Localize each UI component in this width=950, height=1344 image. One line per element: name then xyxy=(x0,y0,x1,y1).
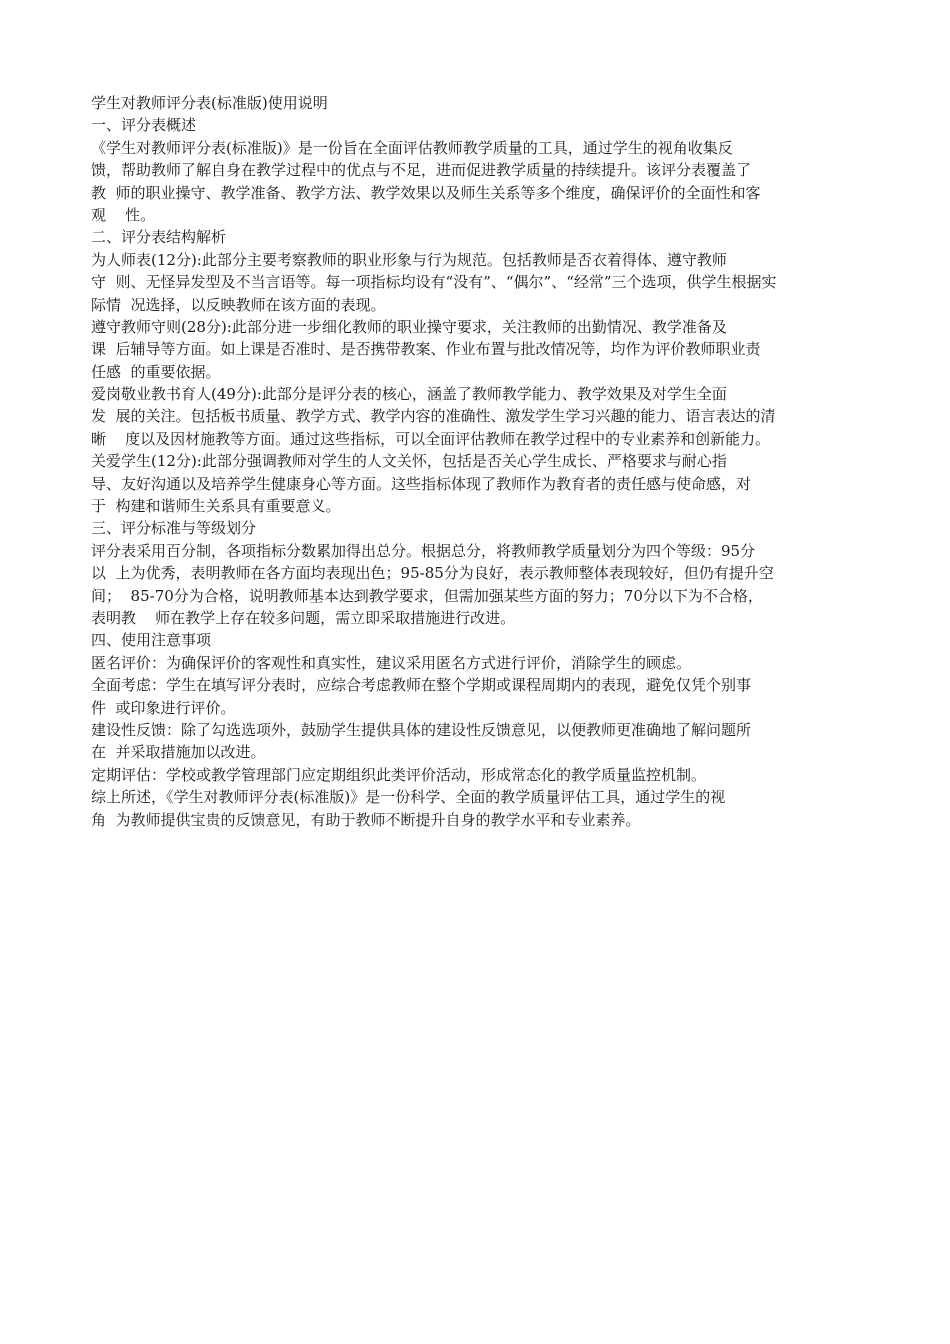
paragraph-line: 守 则、无怪异发型及不当言语等。每一项指标均设有“没有”、“偶尔”、“经常”三个选项，供学生根据实 xyxy=(91,273,777,292)
section xyxy=(91,114,861,226)
document-body xyxy=(91,92,861,831)
paragraph-line: 定期评估：学校或教学管理部门应定期组织此类评价活动，形成常态化的教学质量监控机制。 xyxy=(91,765,707,784)
paragraph-line: 际情 况选择，以反映教师在该方面的表现。 xyxy=(91,295,386,314)
paragraph-line: 关爱学生(12分):此部分强调教师对学生的人文关怀，包括是否关心学生成长、严格要求与耐心指 xyxy=(91,452,727,471)
paragraph xyxy=(91,652,861,674)
paragraph-line: 为人师表(12分):此部分主要考察教师的职业形象与行为规范。包括教师是否衣着得体、遵守教师 xyxy=(91,250,727,269)
paragraph-line: 件 或印象进行评价。 xyxy=(91,698,236,717)
paragraph-line: 间； 85-70分为合格，说明教师基本达到教学要求，但需加强某些方面的努力；70分以下为不合格， xyxy=(91,586,763,605)
paragraph-line: 晰 度以及因材施教等方面。通过这些指标，可以全面评估教师在教学过程中的专业素养和创新能力。 xyxy=(91,429,771,448)
paragraph-line: 教 师的职业操守、教学准备、教学方法、教学效果以及师生关系等多个维度，确保评价的全面性和客 xyxy=(91,183,761,202)
document-title: 学生对教师评分表(标准版)使用说明 xyxy=(91,94,328,112)
paragraph xyxy=(91,674,861,719)
paragraph xyxy=(91,450,861,517)
paragraph-line: 课 后辅导等方面。如上课是否准时、是否携带教案、作业布置与批改情况等，均作为评价教师职业责 xyxy=(91,340,761,359)
paragraph-line: 角 为教师提供宝贵的反馈意见，有助于教师不断提升自身的教学水平和专业素养。 xyxy=(91,810,641,829)
section-heading: 四、使用注意事项 xyxy=(91,631,212,650)
paragraph xyxy=(91,316,861,383)
paragraph-line: 观 性。 xyxy=(91,205,156,224)
paragraph xyxy=(91,786,861,831)
section-heading: 二、评分表结构解析 xyxy=(91,228,227,247)
paragraph xyxy=(91,137,861,227)
paragraph-line: 遵守教师守则(28分):此部分进一步细化教师的职业操守要求，关注教师的出勤情况、教学准备及 xyxy=(91,317,727,336)
paragraph-line: 导、友好沟通以及培养学生健康身心等方面。这些指标体现了教师作为教育者的责任感与使命感，对 xyxy=(91,474,752,493)
paragraph-line: 馈，帮助教师了解自身在教学过程中的优点与不足，进而促进教学质量的持续提升。该评分表覆盖了 xyxy=(91,161,752,180)
paragraph-line: 发 展的关注。包括板书质量、教学方式、教学内容的准确性、激发学生学习兴趣的能力、语言表达的清 xyxy=(91,407,776,426)
section xyxy=(91,226,861,517)
section xyxy=(91,629,861,831)
paragraph xyxy=(91,540,861,630)
paragraph-line: 建设性反馈：除了勾选选项外，鼓励学生提供具体的建设性反馈意见，以便教师更准确地了解问题所 xyxy=(91,720,752,739)
paragraph-line: 综上所述，《学生对教师评分表(标准版)》是一份科学、全面的教学质量评估工具，通过学生的视 xyxy=(91,788,726,807)
paragraph-line: 表明教 师在教学上存在较多问题，需立即采取措施进行改进。 xyxy=(91,608,516,627)
paragraph-line: 全面考虑：学生在填写评分表时，应综合考虑教师在整个学期或课程周期内的表现，避免仅凭个别事 xyxy=(91,676,752,695)
paragraph-line: 匿名评价：为确保评价的客观性和真实性，建议采用匿名方式进行评价，消除学生的顾虑。 xyxy=(91,653,692,672)
section-heading: 三、评分标准与等级划分 xyxy=(91,519,257,538)
paragraph-line: 评分表采用百分制，各项指标分数累加得出总分。根据总分，将教师教学质量划分为四个等级：95分 xyxy=(91,541,756,560)
paragraph-line: 在 并采取措施加以改进。 xyxy=(91,743,266,762)
paragraph xyxy=(91,719,861,764)
sections-container xyxy=(91,114,861,831)
paragraph-line: 爱岗敬业教书育人(49分):此部分是评分表的核心，涵盖了教师教学能力、教学效果及对学生全面 xyxy=(91,385,727,404)
paragraph xyxy=(91,764,861,786)
paragraph-line: 任感 的重要依据。 xyxy=(91,362,221,381)
paragraph xyxy=(91,383,861,450)
paragraph-line: 于 构建和谐师生关系具有重要意义。 xyxy=(91,497,341,516)
section-heading: 一、评分表概述 xyxy=(91,116,197,135)
paragraph-line: 《学生对教师评分表(标准版)》是一份旨在全面评估教师教学质量的工具，通过学生的视角收集反 xyxy=(91,138,733,157)
section xyxy=(91,517,861,629)
paragraph xyxy=(91,249,861,316)
paragraph-line: 以 上为优秀，表明教师在各方面均表现出色；95-85分为良好，表示教师整体表现较好，但仍有提升空 xyxy=(91,564,774,583)
